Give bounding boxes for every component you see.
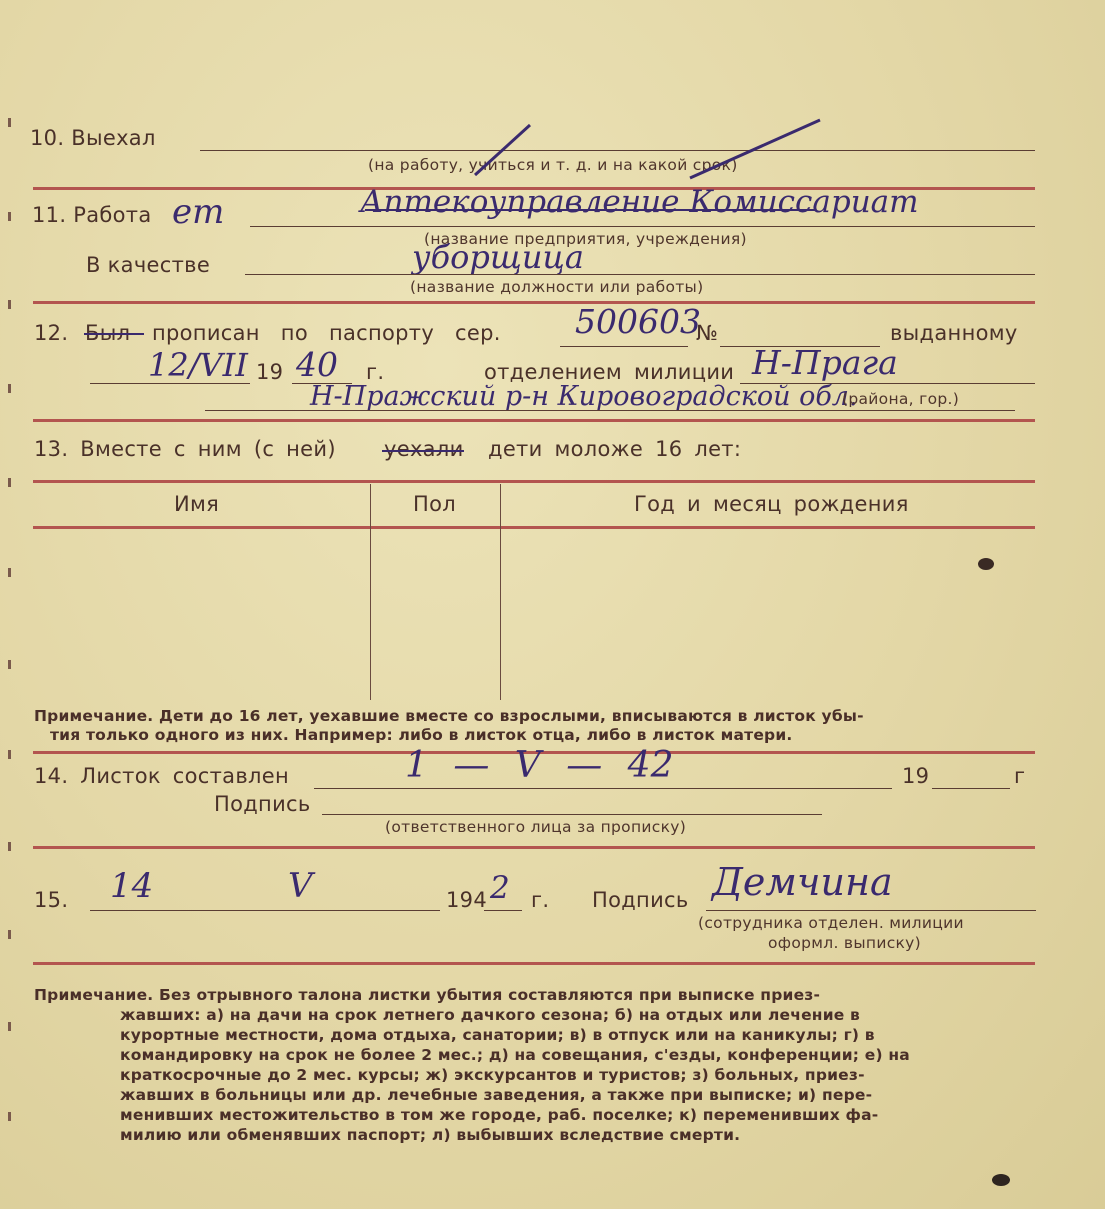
strike-line <box>365 209 815 211</box>
margin-mark <box>8 212 11 221</box>
s13-rest: дети моложе 16 лет: <box>488 437 742 461</box>
col-birth: Год и месяц рождения <box>634 492 909 516</box>
s15-hw-sign: Демчина <box>712 860 893 904</box>
s10-label: 10. Выехал <box>30 126 156 150</box>
s15-date-line <box>90 910 440 911</box>
s15-year-prefix: 194 <box>446 888 487 912</box>
s12-hw-district: Н-Пражский р-н Кировоградской обл. <box>310 381 858 412</box>
note2-line: милию или обменявших паспорт; л) выбывших вследствие смерти. <box>120 1126 741 1144</box>
s12-year-prefix: 19 <box>256 360 284 384</box>
note2-line: жавших: а) на дачи на срок летнего дачкого сезона; б) на отдых или лечение в <box>120 1006 861 1024</box>
s12-series-line <box>560 346 688 347</box>
s14-sign-line <box>322 814 822 815</box>
margin-mark <box>8 930 11 939</box>
s14-g: г <box>1014 764 1026 788</box>
s15-sign-line <box>706 910 1036 911</box>
s12-text: прописан по паспорту сер. <box>152 321 501 345</box>
s14-date-line <box>314 788 892 789</box>
note2-line: жавших в больницы или др. лечебные заведения, а также при выписке; и) пере- <box>120 1086 873 1104</box>
s11-sub-position: (название должности или работы) <box>410 278 704 296</box>
s12-num: 12. <box>34 321 69 345</box>
s12-dept: отделением милиции <box>484 360 735 384</box>
ink-spot <box>978 558 994 570</box>
strike-line <box>84 333 144 335</box>
note2-line: командировку на срок не более 2 мес.; д) на совещания, с'езды, конференции; е) на <box>120 1046 910 1064</box>
table-divider <box>500 484 501 700</box>
s14-hw-date: 1 — V — 42 <box>405 745 674 786</box>
s13-struck: уехали <box>384 437 464 461</box>
s15-sign-label: Подпись <box>592 888 689 912</box>
s14-sub: (ответственного лица за прописку) <box>385 818 687 836</box>
margin-mark <box>8 478 11 487</box>
margin-mark <box>8 568 11 577</box>
s11-line <box>250 226 1035 227</box>
table-divider <box>370 484 371 700</box>
strike-line <box>382 450 464 452</box>
rule <box>33 846 1035 849</box>
margin-mark <box>8 1022 11 1031</box>
margin-mark <box>8 660 11 669</box>
col-name: Имя <box>174 492 220 516</box>
margin-mark <box>8 842 11 851</box>
s15-year-line <box>484 910 522 911</box>
s13-label: 13. Вместе с ним (с ней) <box>34 437 336 461</box>
s11-hw-org: Аптекоуправление Комиссариат <box>360 184 919 220</box>
s11-sub-org: (название предприятия, учреждения) <box>424 230 747 248</box>
ink-spot <box>992 1174 1010 1186</box>
rule <box>33 301 1035 304</box>
s14-year-line <box>932 788 1010 789</box>
s14-label: 14. Листок составлен <box>34 764 289 788</box>
col-sex: Пол <box>413 492 456 516</box>
s12-sub-district: (района, гор.) <box>842 390 960 408</box>
s11-hw-suffix: ет <box>172 192 225 232</box>
s14-sign-label: Подпись <box>214 792 311 816</box>
rule <box>33 419 1035 422</box>
s14-year-prefix: 19 <box>902 764 930 788</box>
margin-mark <box>8 750 11 759</box>
margin-mark <box>8 384 11 393</box>
s15-num: 15. <box>34 888 69 912</box>
s15-hw-day: 14 <box>110 866 154 906</box>
s12-hw-date: 12/VII <box>148 346 248 384</box>
s15-hw-month: V <box>288 866 313 906</box>
table-header-rule <box>33 526 1035 529</box>
note2-line: менивших местожительство в том же городе, раб. поселке; к) переменивших фа- <box>120 1106 879 1124</box>
s10-dashes <box>0 0 1105 200</box>
margin-mark <box>8 300 11 309</box>
s15-sub1: (сотрудника отделен. милиции <box>698 914 964 932</box>
s15-sub2: оформл. выписку) <box>768 934 921 952</box>
s11-quality-label: В качестве <box>86 253 211 277</box>
note2-line: Примечание. Без отрывного талона листки убытия составляются при выписке приез- <box>34 986 821 1004</box>
s12-date-line <box>90 383 250 384</box>
note2-line: краткосрочные до 2 мес. курсы; ж) экскурсантов и туристов; з) больных, приез- <box>120 1066 865 1084</box>
table-top-rule <box>33 480 1035 483</box>
s12-g: г. <box>366 360 385 384</box>
s12-issued: выданному <box>890 321 1018 345</box>
s12-hw-series: 500603 <box>575 302 701 341</box>
s12-no-sign: № <box>696 321 719 345</box>
s11-hw-position: уборщица <box>412 238 584 276</box>
s12-hw-city: Н-Прага <box>752 343 898 382</box>
s11-line-2 <box>245 274 1035 275</box>
s12-hw-year: 40 <box>296 345 338 384</box>
s10-sub: (на работу, учиться и т. д. и на какой срок) <box>368 156 738 174</box>
s12-struck: Был <box>85 321 131 345</box>
note2-line: курортные местности, дома отдыха, санатории; в) в отпуск или на каникулы; г) в <box>120 1026 875 1044</box>
s12-district-line <box>205 410 1015 411</box>
s15-hw-year: 2 <box>490 870 510 906</box>
note1-line2: тия только одного из них. Например: либо в листок отца, либо в листок матери. <box>50 726 793 744</box>
note1-line1: Примечание. Дети до 16 лет, уехавшие вместе со взрослыми, вписываются в листок убы- <box>34 707 864 725</box>
rule <box>33 962 1035 965</box>
margin-mark <box>8 1112 11 1121</box>
s15-g: г. <box>531 888 550 912</box>
s11-label: 11. Работа <box>32 203 152 227</box>
